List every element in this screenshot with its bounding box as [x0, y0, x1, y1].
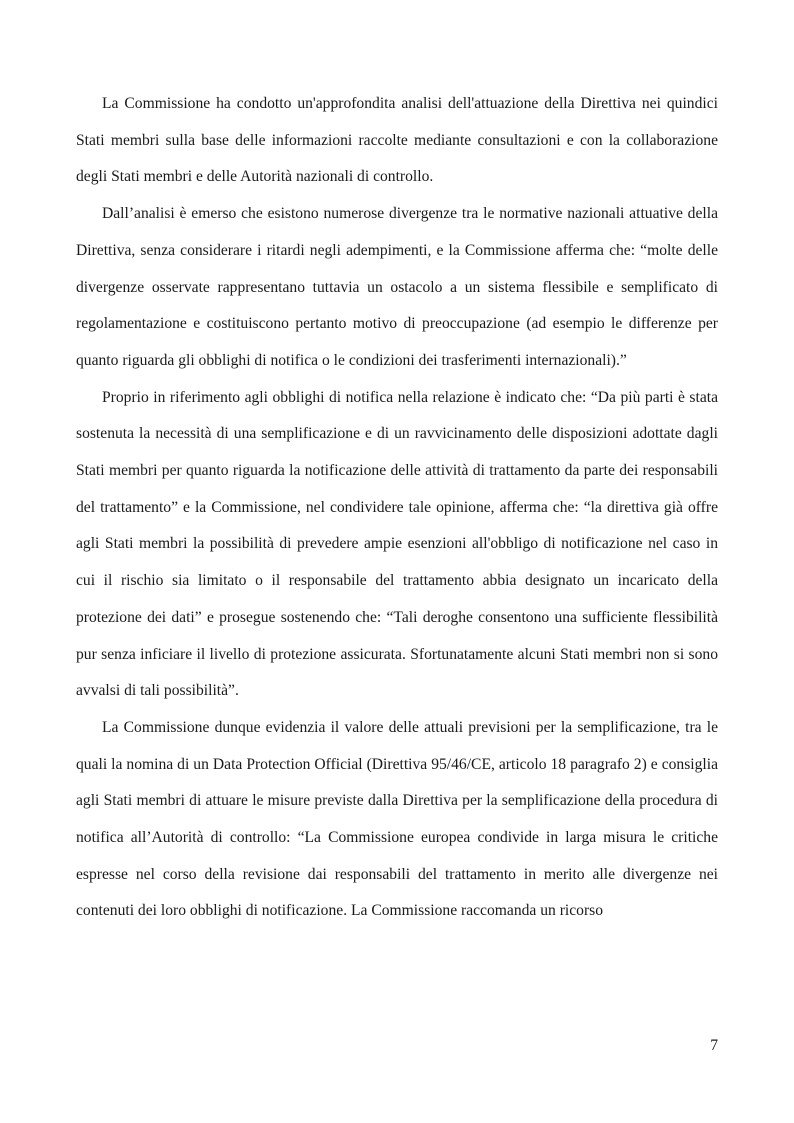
paragraph-2: Dall’analisi è emerso che esistono numerose divergenze tra le normative nazionali attuative della Direttiva, senza considerare i ritardi negli adempimenti, e la Commissione afferma che: “molte delle divergenze osservate rappresentano tuttavia un ostacolo a un sistema flessibile e semplificato di regolamentazione e costituiscono pertanto motivo di preoccupazione (ad esempio le differenze per quanto riguarda gli obblighi di notifica o le condizioni dei trasferimenti internazionali).” — [76, 205, 718, 369]
paragraph-3: Proprio in riferimento agli obblighi di notifica nella relazione è indicato che: “Da più parti è stata sostenuta la necessità di una semplificazione e di un ravvicinamento delle disposizioni adottate dagli Stati membri per quanto riguarda la notificazione delle attività di trattamento da parte dei responsabili del trattamento” e la Commissione, nel condividere tale opinione, afferma che: “la direttiva già offre agli Stati membri la possibilità di prevedere ampie esenzioni all'obbligo di notificazione nel caso in cui il rischio sia limitato o il responsabile del trattamento abbia designato un incaricato della protezione dei dati” e prosegue sostenendo che: “Tali deroghe consentono una sufficiente flessibilità pur senza inficiare il livello di protezione assicurata. Sfortunatamente alcuni Stati membri non si sono avvalsi di tali possibilità”. — [76, 388, 718, 700]
body-text — [76, 86, 718, 930]
paragraph-4: La Commissione dunque evidenzia il valore delle attuali previsioni per la semplificazione, tra le quali la nomina di un Data Protection Official (Direttiva 95/46/CE, articolo 18 paragrafo 2) e consiglia agli Stati membri di attuare le misure previste dalla Direttiva per la semplificazione della procedura di notifica all’Autorità di controllo: “La Commissione europea condivide in larga misura le critiche espresse nel corso della revisione dai responsabili del trattamento in merito alle divergenze nei contenuti dei loro obblighi di notificazione. La Commissione raccomanda un ricorso — [76, 718, 718, 920]
page-number: 7 — [710, 1037, 718, 1054]
paragraph-1: La Commissione ha condotto un'approfondita analisi dell'attuazione della Direttiva nei quindici Stati membri sulla base delle informazioni raccolte mediante consultazioni e con la collaborazione degli Stati membri e delle Autorità nazionali di controllo. — [76, 95, 718, 186]
